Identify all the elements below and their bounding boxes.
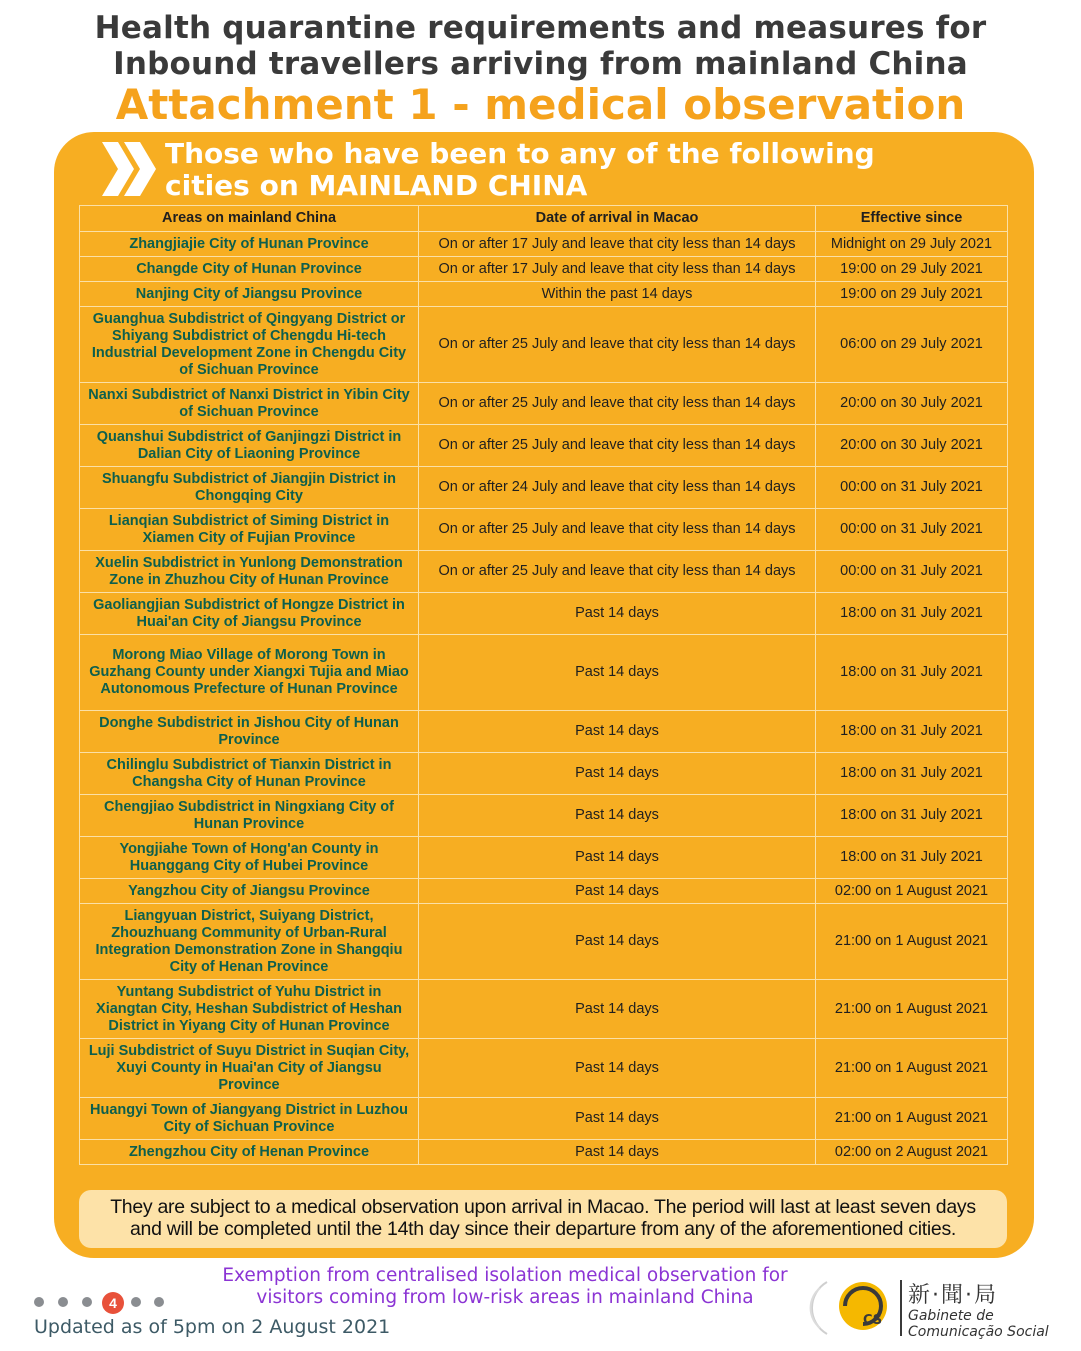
table-row (80, 635, 1008, 711)
effective-cell: 18:00 on 31 July 2021 (816, 711, 1008, 753)
panel-heading (165, 138, 1015, 202)
area-cell: Luji Subdistrict of Suyu District in Suqian City, Xuyi County in Huai'an City of Jiangsu Province (80, 1039, 419, 1098)
area-cell: Gaoliangjian Subdistrict of Hongze District in Huai'an City of Jiangsu Province (80, 593, 419, 635)
page-dot[interactable] (154, 1297, 164, 1307)
page-title-line2: Inbound travellers arriving from mainland China (113, 46, 968, 82)
page-title-line1: Health quarantine requirements and measures for (94, 10, 987, 46)
svg-text:CS: CS (863, 1313, 883, 1328)
date-cell: Past 14 days (419, 593, 816, 635)
page-subtitle: Attachment 1 - medical observation (115, 80, 966, 129)
effective-cell: 21:00 on 1 August 2021 (816, 1098, 1008, 1140)
column-header-effective: Effective since (816, 206, 1008, 232)
effective-cell: 21:00 on 1 August 2021 (816, 980, 1008, 1039)
exemption-line1: Exemption from centralised isolation medical observation for (222, 1265, 788, 1286)
effective-cell: 21:00 on 1 August 2021 (816, 904, 1008, 980)
effective-cell: 18:00 on 31 July 2021 (816, 795, 1008, 837)
area-cell: Lianqian Subdistrict of Siming District in Xiamen City of Fujian Province (80, 509, 419, 551)
effective-cell: 00:00 on 31 July 2021 (816, 509, 1008, 551)
table-row (80, 551, 1008, 593)
table-row (80, 232, 1008, 257)
effective-cell: 19:00 on 29 July 2021 (816, 282, 1008, 307)
effective-cell: 18:00 on 31 July 2021 (816, 635, 1008, 711)
column-header-area: Areas on mainland China (80, 206, 419, 232)
area-cell: Xuelin Subdistrict in Yunlong Demonstration Zone in Zhuzhou City of Hunan Province (80, 551, 419, 593)
effective-cell: 02:00 on 2 August 2021 (816, 1140, 1008, 1165)
table-row (80, 307, 1008, 383)
date-cell: Within the past 14 days (419, 282, 816, 307)
observation-note (79, 1190, 1007, 1248)
effective-cell: 02:00 on 1 August 2021 (816, 879, 1008, 904)
table-row (80, 509, 1008, 551)
area-cell: Shuangfu Subdistrict of Jiangjin District in Chongqing City (80, 467, 419, 509)
area-cell: Yongjiahe Town of Hong'an County in Huanggang City of Hubei Province (80, 837, 419, 879)
date-cell: On or after 25 July and leave that city less than 14 days (419, 425, 816, 467)
effective-cell: 00:00 on 31 July 2021 (816, 467, 1008, 509)
table-row (80, 711, 1008, 753)
date-cell: Past 14 days (419, 795, 816, 837)
column-header-date: Date of arrival in Macao (419, 206, 816, 232)
area-cell: Quanshui Subdistrict of Ganjingzi District in Dalian City of Liaoning Province (80, 425, 419, 467)
panel-heading-line2: cities on MAINLAND CHINA (165, 169, 588, 202)
table-row (80, 257, 1008, 282)
date-cell: Past 14 days (419, 1140, 816, 1165)
table-row (80, 837, 1008, 879)
effective-cell: 00:00 on 31 July 2021 (816, 551, 1008, 593)
area-cell: Chengjiao Subdistrict in Ningxiang City of Hunan Province (80, 795, 419, 837)
area-cell: Zhangjiajie City of Hunan Province (80, 232, 419, 257)
date-cell: Past 14 days (419, 1098, 816, 1140)
areas-table (79, 205, 1008, 1165)
effective-cell: 20:00 on 30 July 2021 (816, 425, 1008, 467)
area-cell: Guanghua Subdistrict of Qingyang District or Shiyang Subdistrict of Chengdu Hi-tech Industrial Development Zone in Chengdu City of Sichuan Province (80, 307, 419, 383)
table-row (80, 1039, 1008, 1098)
panel-heading-line1: Those who have been to any of the following (165, 137, 875, 170)
exemption-line2: visitors coming from low-risk areas in mainland China (256, 1287, 754, 1308)
page-dot[interactable] (58, 1297, 68, 1307)
date-cell: On or after 25 July and leave that city less than 14 days (419, 307, 816, 383)
double-chevron-icon (100, 138, 160, 200)
page-dot-active[interactable]: 4 (102, 1292, 124, 1314)
table-row (80, 1140, 1008, 1165)
date-cell: Past 14 days (419, 753, 816, 795)
date-cell: On or after 24 July and leave that city less than 14 days (419, 467, 816, 509)
page-dot[interactable] (82, 1297, 92, 1307)
table-row (80, 425, 1008, 467)
note-line2: and will be completed until the 14th day since their departure from any of the aforementioned cities. (129, 1218, 957, 1240)
effective-cell: 19:00 on 29 July 2021 (816, 257, 1008, 282)
table-row (80, 980, 1008, 1039)
effective-cell: 21:00 on 1 August 2021 (816, 1039, 1008, 1098)
date-cell: Past 14 days (419, 904, 816, 980)
page-dot[interactable] (34, 1297, 44, 1307)
area-cell: Yuntang Subdistrict of Yuhu District in Xiangtan City, Heshan Subdistrict of Heshan District in Yiyang City of Hunan Province (80, 980, 419, 1039)
date-cell: On or after 25 July and leave that city less than 14 days (419, 383, 816, 425)
table-row (80, 904, 1008, 980)
table-header-row (80, 206, 1008, 232)
date-cell: Past 14 days (419, 711, 816, 753)
area-cell: Morong Miao Village of Morong Town in Guzhang County under Xiangxi Tujia and Miao Autonomous Prefecture of Hunan Province (80, 635, 419, 711)
area-cell: Zhengzhou City of Henan Province (80, 1140, 419, 1165)
date-cell: On or after 25 July and leave that city less than 14 days (419, 509, 816, 551)
area-cell: Huangyi Town of Jiangyang District in Luzhou City of Sichuan Province (80, 1098, 419, 1140)
updated-timestamp: Updated as of 5pm on 2 August 2021 (34, 1316, 391, 1338)
logo-chinese-name: 新·聞·局 (908, 1283, 998, 1308)
area-cell: Yangzhou City of Jiangsu Province (80, 879, 419, 904)
table-row (80, 753, 1008, 795)
table-row (80, 593, 1008, 635)
table-row (80, 383, 1008, 425)
date-cell: Past 14 days (419, 879, 816, 904)
date-cell: On or after 25 July and leave that city less than 14 days (419, 551, 816, 593)
page-dot[interactable] (131, 1297, 141, 1307)
note-line1: They are subject to a medical observation upon arrival in Macao. The period will last at least seven days (110, 1196, 976, 1218)
date-cell: On or after 17 July and leave that city less than 14 days (419, 257, 816, 282)
date-cell: On or after 17 July and leave that city less than 14 days (419, 232, 816, 257)
date-cell: Past 14 days (419, 837, 816, 879)
effective-cell: 20:00 on 30 July 2021 (816, 383, 1008, 425)
effective-cell: 18:00 on 31 July 2021 (816, 837, 1008, 879)
date-cell: Past 14 days (419, 1039, 816, 1098)
effective-cell: 18:00 on 31 July 2021 (816, 593, 1008, 635)
exemption-link[interactable] (205, 1265, 805, 1309)
table-row (80, 282, 1008, 307)
logo-pt-line2: Comunicação Social (908, 1324, 1049, 1340)
table-row (80, 1098, 1008, 1140)
effective-cell: 06:00 on 29 July 2021 (816, 307, 1008, 383)
area-cell: Liangyuan District, Suiyang District, Zhouzhuang Community of Urban-Rural Integration Demonstration Zone in Shangqiu City of Henan Province (80, 904, 419, 980)
table-row (80, 879, 1008, 904)
area-cell: Nanjing City of Jiangsu Province (80, 282, 419, 307)
area-cell: Donghe Subdistrict in Jishou City of Hunan Province (80, 711, 419, 753)
date-cell: Past 14 days (419, 635, 816, 711)
area-cell: Nanxi Subdistrict of Nanxi District in Yibin City of Sichuan Province (80, 383, 419, 425)
effective-cell: Midnight on 29 July 2021 (816, 232, 1008, 257)
effective-cell: 18:00 on 31 July 2021 (816, 753, 1008, 795)
date-cell: Past 14 days (419, 980, 816, 1039)
area-cell: Changde City of Hunan Province (80, 257, 419, 282)
page-indicator (34, 1292, 174, 1312)
table-row (80, 795, 1008, 837)
table-row (80, 467, 1008, 509)
logo-pt-line1: Gabinete de (908, 1308, 994, 1324)
area-cell: Chilinglu Subdistrict of Tianxin District in Changsha City of Hunan Province (80, 753, 419, 795)
logo-portuguese-name (908, 1308, 1049, 1340)
